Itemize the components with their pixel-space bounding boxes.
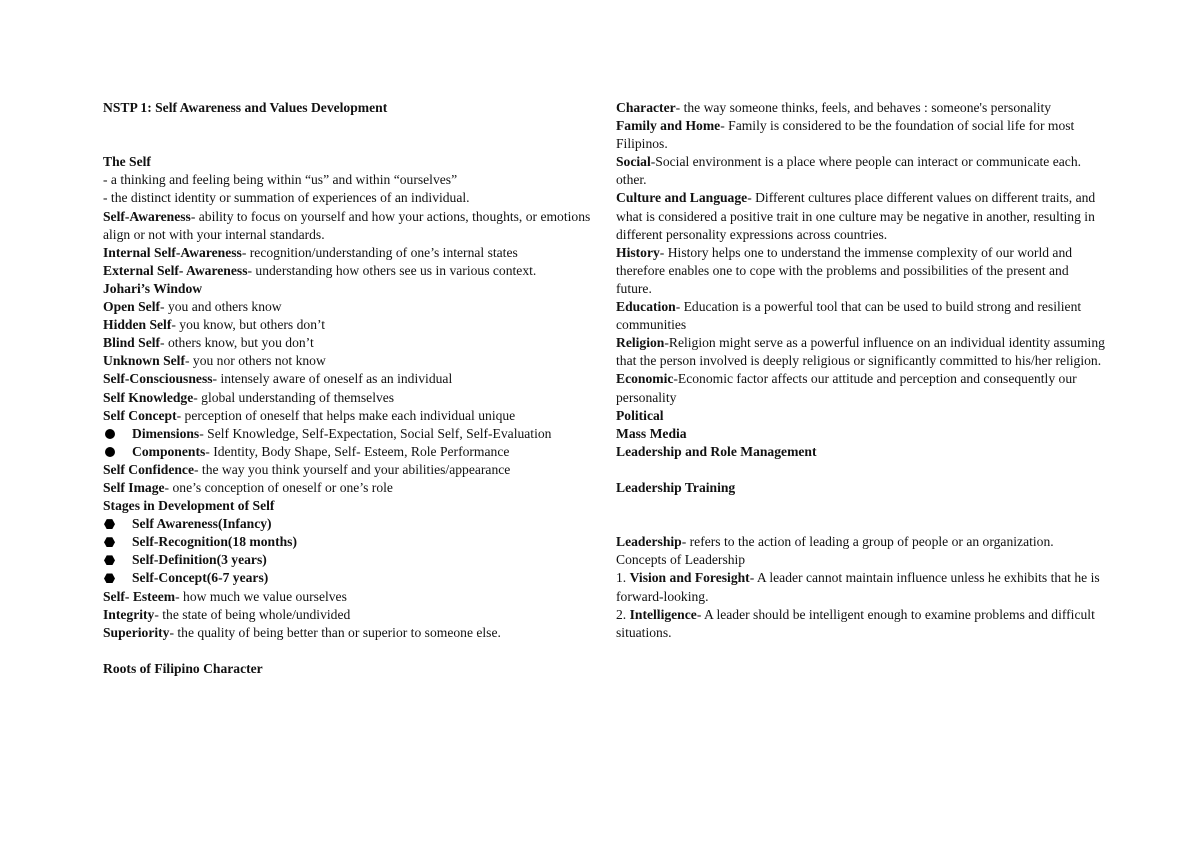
components-bullet: Components- Identity, Body Shape, Self- Esteem, Role Performance — [103, 443, 593, 461]
bullet-hexagon-icon — [104, 555, 115, 565]
concepts-heading: Concepts of Leadership — [616, 552, 746, 568]
self-confidence-entry: Self Confidence- the way you think yourself and your abilities/appearance — [103, 461, 511, 477]
self-knowledge-entry: Self Knowledge- global understanding of themselves — [103, 389, 395, 405]
unknown-self-entry: Unknown Self- you nor others not know — [103, 353, 326, 369]
open-self-entry: Open Self- you and others know — [103, 299, 282, 315]
self-awareness-entry: Self-Awareness- ability to focus on yourself and how your actions, thoughts, or emotions align or not with your internal standards. — [103, 208, 591, 242]
concept-1-entry: 1. Vision and Foresight- A leader cannot maintain influence unless he exhibits that he is forward-looking. — [616, 570, 1100, 604]
self-heading: The Self — [103, 154, 151, 170]
bullet-hexagon-icon — [104, 537, 115, 547]
self-definition-2: - the distinct identity or summation of experiences of an individual. — [103, 190, 470, 206]
bullet-dot-icon — [105, 429, 115, 439]
education-entry: Education- Education is a powerful tool that can be used to build strong and resilient communities — [616, 299, 1082, 333]
stage-bullet-4: Self-Concept(6-7 years) — [103, 569, 593, 587]
dimensions-bullet: Dimensions- Self Knowledge, Self-Expectation, Social Self, Self-Evaluation — [103, 425, 593, 443]
superiority-entry: Superiority- the quality of being better than or superior to someone else. — [103, 624, 501, 640]
stages-heading: Stages in Development of Self — [103, 498, 275, 514]
stage-bullet-3: Self-Definition(3 years) — [103, 551, 593, 569]
bullet-hexagon-icon — [104, 519, 115, 529]
leadership-role-heading: Leadership and Role Management — [616, 443, 817, 459]
self-esteem-entry: Self- Esteem- how much we value ourselves — [103, 588, 347, 604]
religion-entry: Religion-Religion might serve as a powerful influence on an individual identity assuming that the person involved is deeply religious or significantly committed to his/her religion. — [616, 335, 1105, 369]
leadership-training-heading: Leadership Training — [616, 479, 736, 495]
political-heading: Political — [616, 407, 664, 423]
stage-bullet-2: Self-Recognition(18 months) — [103, 533, 593, 551]
family-entry: Family and Home- Family is considered to be the foundation of social life for most Filipinos. — [616, 118, 1075, 152]
history-entry: History- History helps one to understand the immense complexity of our world and therefore enables one to cope with the problems and possibilities of the present and future. — [616, 244, 1073, 296]
culture-entry: Culture and Language- Different cultures place different values on different traits, and what is considered a positive trait in one culture may be negative in another, resulting in different personality expressions across countries. — [616, 190, 1096, 242]
roots-heading: Roots of Filipino Character — [103, 660, 263, 676]
social-entry: Social-Social environment is a place where people can interact or communicate each. other. — [616, 154, 1082, 188]
mass-media-heading: Mass Media — [616, 425, 687, 441]
self-definition-1: - a thinking and feeling being within “us” and within “ourselves” — [103, 172, 458, 188]
johari-heading: Johari’s Window — [103, 280, 203, 296]
leadership-entry: Leadership- refers to the action of leading a group of people or an organization. — [616, 534, 1054, 550]
economic-entry: Economic-Economic factor affects our attitude and perception and consequently our personality — [616, 371, 1077, 405]
hidden-self-entry: Hidden Self- you know, but others don’t — [103, 317, 326, 333]
stage-bullet-1: Self Awareness(Infancy) — [103, 515, 593, 533]
bullet-hexagon-icon — [104, 573, 115, 583]
self-image-entry: Self Image- one’s conception of oneself or one’s role — [103, 479, 393, 495]
right-column — [616, 99, 1106, 642]
external-self-awareness-entry: External Self- Awareness- understanding how others see us in various context. — [103, 262, 537, 278]
integrity-entry: Integrity- the state of being whole/undivided — [103, 606, 351, 622]
internal-self-awareness-entry: Internal Self-Awareness- recognition/understanding of one’s internal states — [103, 244, 518, 260]
blind-self-entry: Blind Self- others know, but you don’t — [103, 335, 314, 351]
character-entry: Character- the way someone thinks, feels, and behaves : someone's personality — [616, 100, 1052, 115]
document-title: NSTP 1: Self Awareness and Values Development — [103, 100, 388, 115]
concept-2-entry: 2. Intelligence- A leader should be intelligent enough to examine problems and difficult situations. — [616, 606, 1095, 640]
self-consciousness-entry: Self-Consciousness- intensely aware of oneself as an individual — [103, 371, 453, 387]
left-column — [103, 99, 593, 678]
bullet-dot-icon — [105, 447, 115, 457]
self-concept-entry: Self Concept- perception of oneself that helps make each individual unique — [103, 407, 516, 423]
